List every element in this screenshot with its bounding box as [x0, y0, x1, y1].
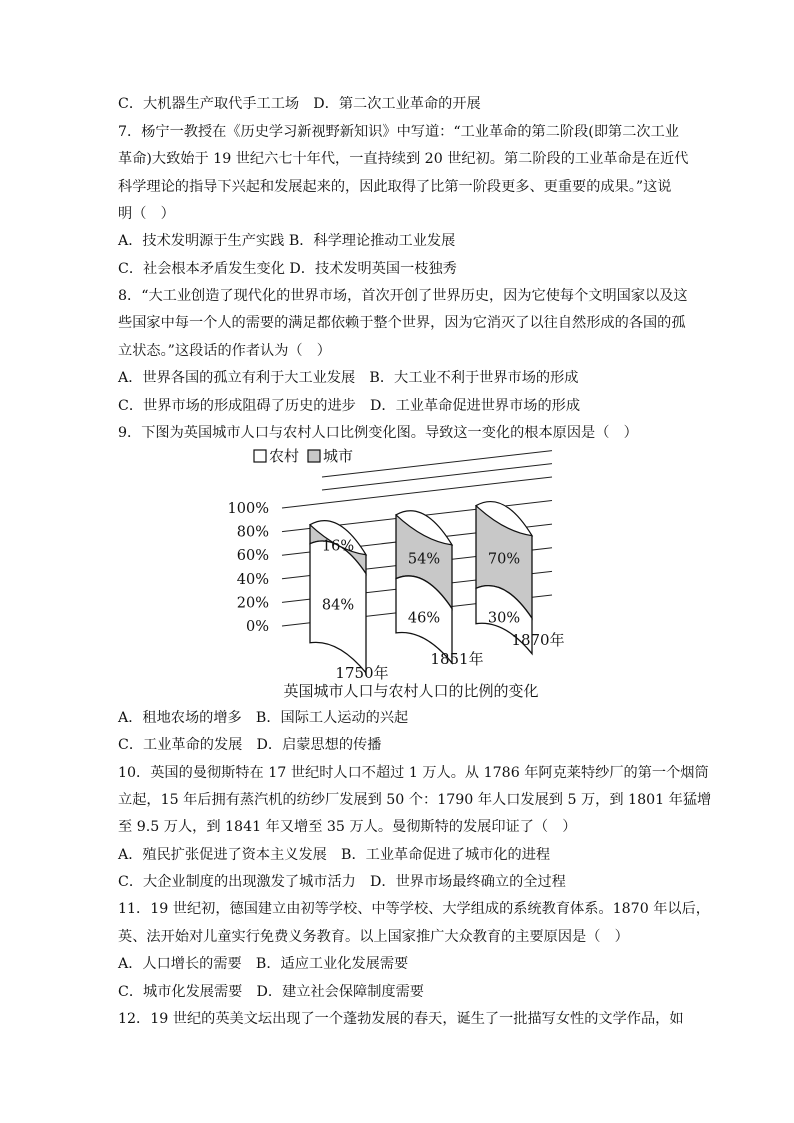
text-line: 革命)大致始于 19 世纪六七十年代，一直持续到 20 世纪初。第二阶段的工业革命是在近代 [118, 151, 689, 167]
grid-line [322, 464, 552, 490]
text-line: A．人口增长的需要 B．适应工业化发展需要 [118, 956, 409, 972]
text-line: 9．下图为英国城市人口与农村人口比例变化图。导致这一变化的根本原因是（ ） [118, 425, 638, 441]
text-line: A．殖民扩张促进了资本主义发展 B．工业革命促进了城市化的进程 [118, 847, 551, 863]
chart-bars [310, 502, 532, 673]
text-line: A．世界各国的孤立有利于大工业发展 B．大工业不利于世界市场的形成 [118, 370, 579, 386]
text-line: C．大机器生产取代手工工场 D．第二次工业革命的开展 [118, 96, 481, 112]
data-label-rural: 84% [321, 597, 355, 614]
text-line: C．社会根本矛盾发生变化 D．技术发明英国一枝独秀 [118, 261, 457, 277]
x-category-label: 1750年 [335, 664, 389, 682]
text-line: C．世界市场的形成阻碍了历史的进步 D．工业革命促进世界市场的形成 [118, 398, 581, 414]
text-line: 8．“大工业创造了现代化的世界市场，首次开创了世界历史，因为它使每个文明国家以及这 [118, 288, 688, 304]
text-line: 科学理论的指导下兴起和发展起来的，因此取得了比第一阶段更多、更重要的成果。”这说 [118, 179, 672, 195]
y-tick-label: 80% [236, 524, 269, 541]
text-line: 立状态。”这段话的作者认为（ ） [118, 343, 331, 359]
data-label-urban: 70% [487, 551, 521, 568]
text-line: C．城市化发展需要 D．建立社会保障制度需要 [118, 984, 424, 1000]
legend-swatch-rural [254, 450, 266, 462]
text-line: A．技术发明源于生产实践 B．科学理论推动工业发展 [118, 233, 456, 249]
data-label-urban: 16% [321, 538, 355, 555]
legend-swatch-urban [308, 450, 320, 462]
x-category-label: 1851年 [430, 650, 484, 668]
text-line: 11．19 世纪初，德国建立由初等学校、中等学校、大学组成的系统教育体系。1870 年以后， [118, 901, 710, 917]
y-tick-label: 40% [236, 571, 269, 588]
legend-label-rural: 农村 [269, 447, 300, 465]
text-line: 明（ ） [118, 206, 175, 222]
text-line: 些国家中每一个人的需要的满足都依赖于整个世界，因为它消灭了以往自然形成的各国的孤 [118, 315, 686, 331]
grid-line [282, 477, 552, 508]
text-line: 12．19 世纪的英美文坛出现了一个蓬勃发展的春天，诞生了一批描写女性的文学作品，如 [118, 1011, 684, 1027]
data-label-rural: 46% [407, 610, 441, 627]
text-line: 英、法开始对儿童实行免费义务教育。以上国家推广大众教育的主要原因是（ ） [118, 929, 629, 945]
data-label-urban: 54% [407, 551, 441, 568]
y-tick-label: 60% [236, 548, 269, 565]
y-tick-label: 20% [236, 595, 269, 612]
text-line: 立起，15 年后拥有蒸汽机的纺纱厂发展到 50 个：1790 年人口发展到 5 万，到 1801 年猛增 [118, 792, 712, 808]
data-label-rural: 30% [487, 610, 521, 627]
text-line: C．大企业制度的出现激发了城市活力 D．世界市场最终确立的全过程 [118, 874, 566, 890]
x-category-label: 1870年 [511, 631, 565, 649]
text-line: C．工业革命的发展 D．启蒙思想的传播 [118, 737, 382, 753]
chart-title: 英国城市人口与农村人口的比例的变化 [283, 682, 539, 700]
y-tick-label: 0% [245, 619, 269, 635]
text-line: 至 9.5 万人，到 1841 年又增至 35 万人。曼彻斯特的发展印证了（ ） [118, 819, 577, 835]
chart-legend [254, 447, 353, 465]
legend-label-urban: 城市 [323, 447, 354, 465]
grid-line [322, 451, 552, 477]
y-tick-label: 100% [227, 501, 269, 517]
text-line: 7．杨宁一教授在《历史学习新视野新知识》中写道：“工业革命的第二阶段(即第二次工业 [118, 124, 679, 140]
text-line: A．租地农场的增多 B．国际工人运动的兴起 [118, 710, 409, 726]
text-line: 10．英国的曼彻斯特在 17 世纪时人口不超过 1 万人。从 1786 年阿克莱特纱厂的第一个烟筒 [118, 765, 709, 781]
